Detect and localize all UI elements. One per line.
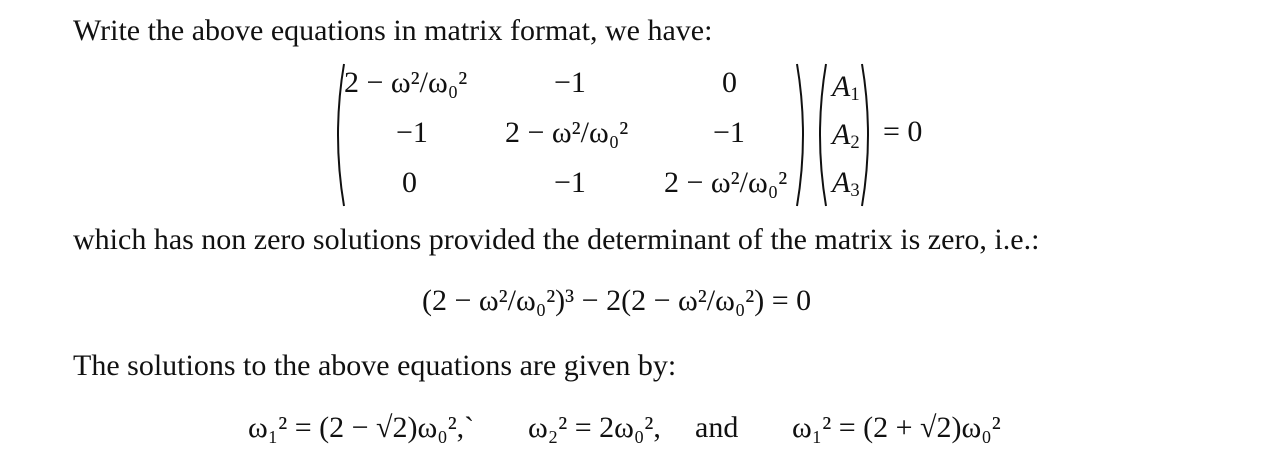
solution-1: ω₁² = (2 − √2)ω₀²,` (248, 411, 475, 444)
solution-conjunction: and (695, 411, 739, 444)
matrix-cell-r2c1: −1 (396, 116, 428, 149)
matrix-cell-r2c3: −1 (713, 116, 745, 149)
equation-rhs: = 0 (883, 115, 923, 148)
paragraph-solutions-intro: The solutions to the above equations are given by: (73, 349, 677, 382)
vector-right-paren (860, 62, 876, 208)
vector-entry-a2: $A_2$ (832, 118, 860, 154)
matrix-cell-r2c2: 2 − ω²/ω₀² (505, 116, 629, 149)
vector-entry-a1: $A_1$ (832, 70, 860, 106)
paragraph-determinant-intro: which has non zero solutions provided the determinant of the matrix is zero, i.e.: (73, 223, 1040, 256)
solution-2: ω₂² = 2ω₀², (528, 411, 661, 444)
solution-3: ω₁² = (2 + √2)ω₀² (792, 411, 1001, 444)
vector-entry-a3: $A_3$ (832, 166, 860, 202)
matrix-cell-r3c2: −1 (554, 166, 586, 199)
determinant-equation: (2 − ω²/ω₀²)³ − 2(2 − ω²/ω₀²) = 0 (422, 284, 812, 317)
matrix-cell-r3c3: 2 − ω²/ω₀² (664, 166, 788, 199)
matrix-cell-r1c3: 0 (722, 66, 737, 99)
matrix-cell-r1c2: −1 (554, 66, 586, 99)
paragraph-matrix-intro: Write the above equations in matrix format, we have: (73, 14, 713, 47)
matrix-right-paren (795, 62, 811, 208)
matrix-cell-r3c1: 0 (402, 166, 417, 199)
matrix-cell-r1c1: 2 − ω²/ω₀² (344, 66, 468, 99)
vector-left-paren (812, 62, 828, 208)
